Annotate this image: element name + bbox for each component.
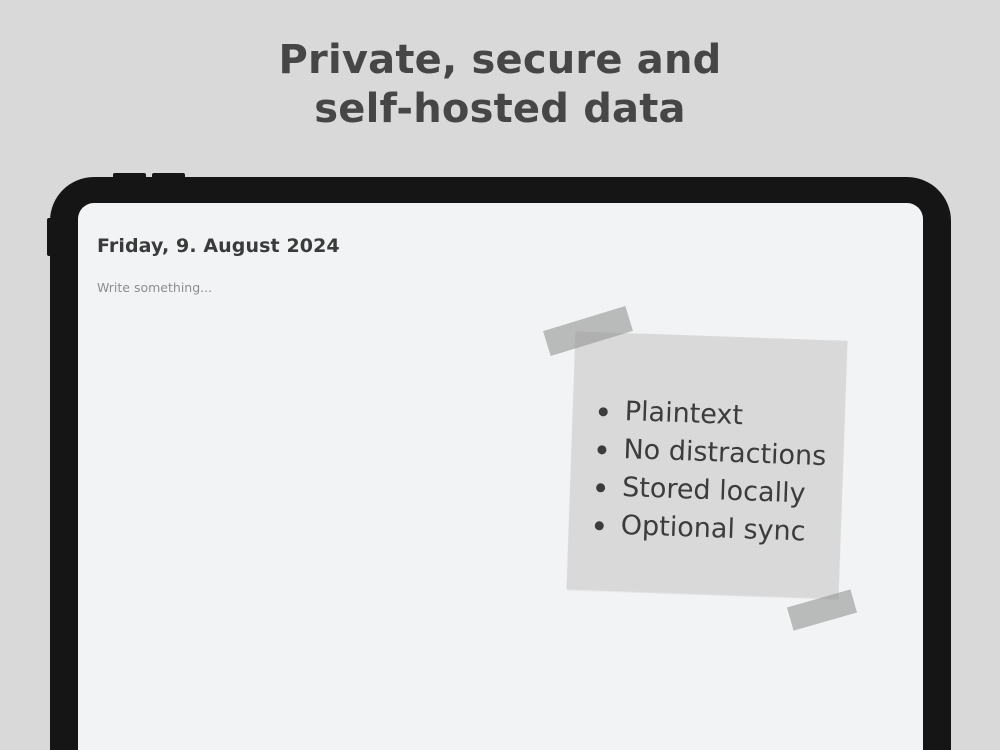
journal-entry-input[interactable] [97, 275, 517, 299]
sticky-note [567, 331, 848, 598]
feature-list-item [590, 506, 824, 552]
headline-line-1: Private, secure and [278, 37, 722, 83]
bullet-icon [599, 407, 608, 416]
bullet-icon [595, 521, 604, 530]
feature-label: No distractions [622, 434, 827, 473]
bullet-icon [597, 445, 606, 454]
headline-line-2: self-hosted data [314, 86, 686, 132]
feature-list [590, 392, 828, 552]
feature-label: Optional sync [620, 510, 807, 548]
entry-date-title: Friday, 9. August 2024 [97, 235, 340, 257]
feature-label: Stored locally [621, 472, 807, 510]
headline [0, 36, 1000, 134]
feature-label: Plaintext [624, 396, 744, 432]
bullet-icon [596, 483, 605, 492]
